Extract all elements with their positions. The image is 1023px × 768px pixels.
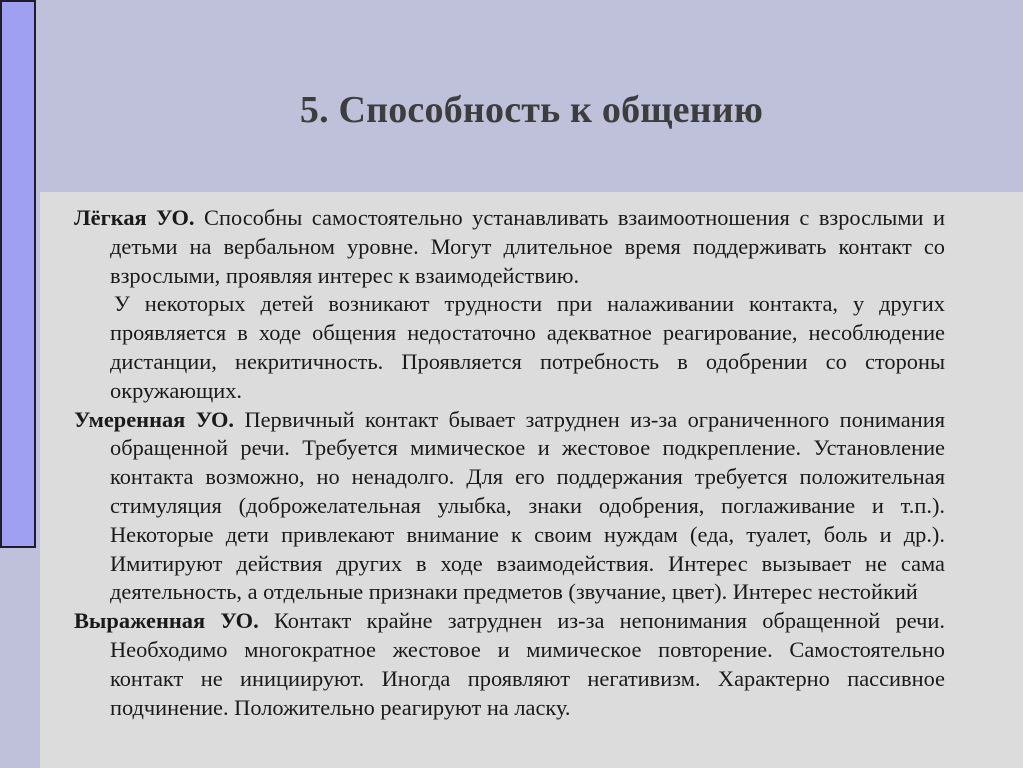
paragraph-mild: [74, 204, 945, 290]
accent-bar: [0, 0, 36, 548]
slide-title: 5. Способность к общению: [299, 89, 764, 131]
paragraph-moderate: [74, 406, 945, 608]
term-mild: Лёгкая УО.: [74, 205, 195, 230]
text-area: [74, 204, 945, 722]
content-panel: [40, 192, 1023, 768]
paragraph-mild-continued: [74, 290, 945, 405]
text-severe: Контакт крайне затруднен из-за непонимания обращенной речи. Необходимо многократное жестовое и мимическое повторение. Самостоятельно контакт не инициируют. Иногда проявляют негативизм. Характерно пассивное подчинение. Положительно реагируют на ласку.: [110, 608, 945, 720]
text-mild-continued: У некоторых детей возникают трудности при налаживании контакта, у других проявляется в ходе общения недостаточно адекватное реагирование, несоблюдение дистанции, некритичность. Проявляется потребность в одобрении со стороны окружающих.: [110, 291, 945, 403]
text-moderate: Первичный контакт бывает затруднен из-за ограниченного понимания обращенной речи. Требуется мимическое и жестовое подкрепление. Установление контакта возможно, но ненадолго. Для его поддержания требуется положительная стимуляция (доброжелательная улыбка, знаки одобрения, поглаживание и т.п.). Некоторые дети привлекают внимание к своим нуждам (еда, туалет, боль и др.). Имитируют действия других в ходе взаимодействия. Интерес вызывает не сама деятельность, а отдельные признаки предметов (звучание, цвет). Интерес нестойкий: [110, 406, 945, 605]
paragraph-severe: [74, 607, 945, 722]
term-moderate: Умеренная УО.: [74, 406, 235, 432]
text-mild: Способны самостоятельно устанавливать взаимоотношения с взрослыми и детьми на вербальном уровне. Могут длительное время поддерживать контакт со взрослыми, проявляя интерес к взаимодействию.: [110, 205, 945, 288]
term-severe: Выраженная УО.: [74, 608, 259, 634]
